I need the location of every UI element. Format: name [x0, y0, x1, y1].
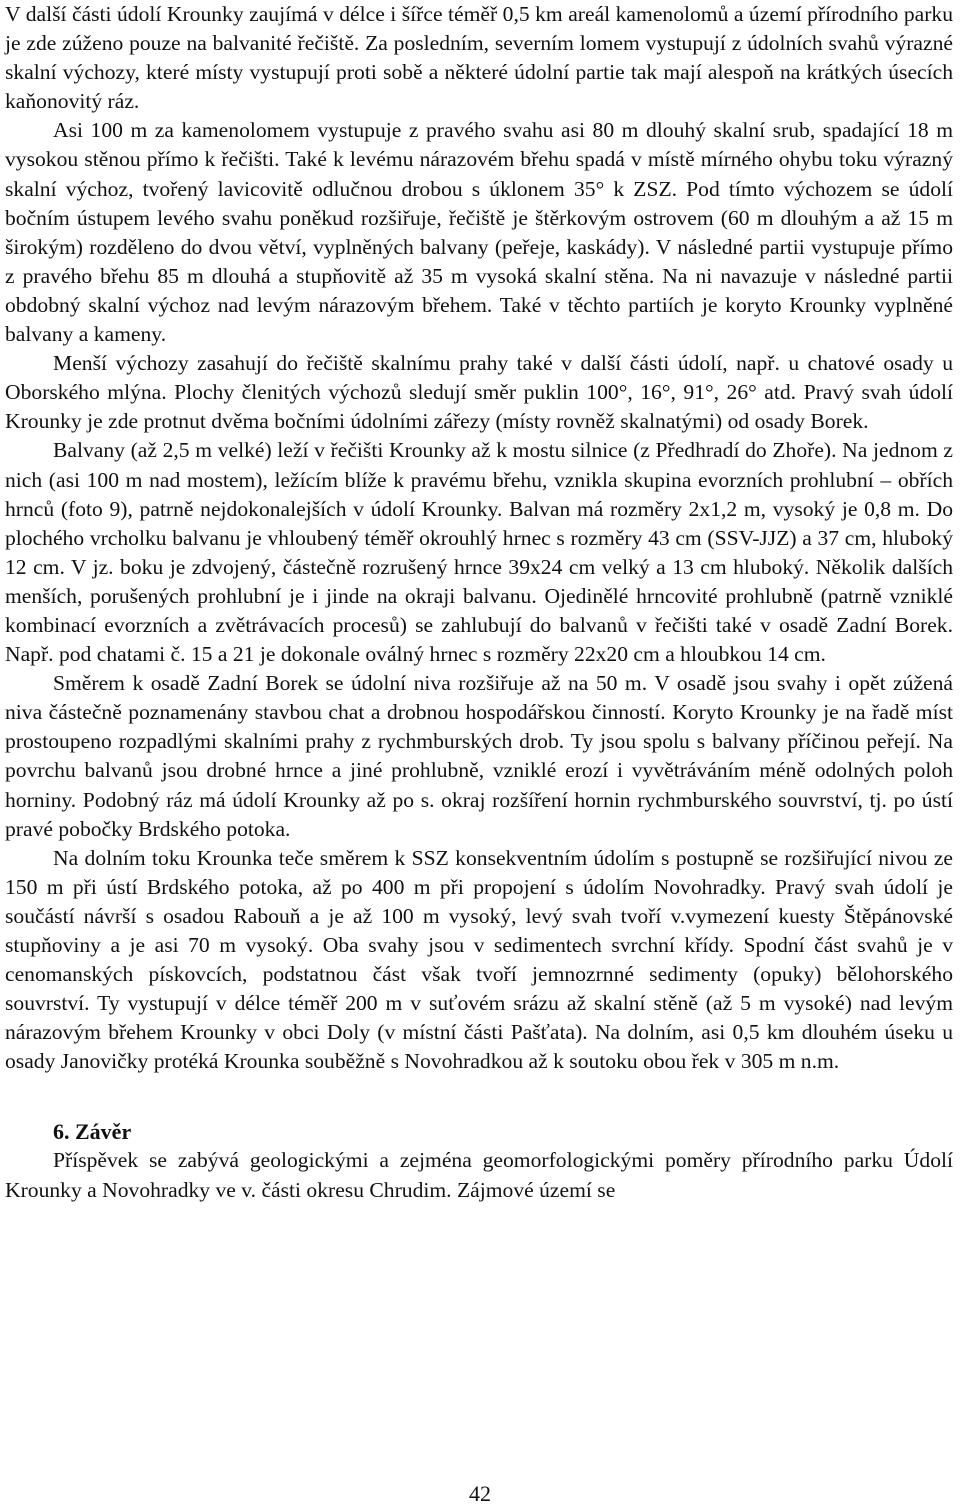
paragraph-dolni-tok: Na dolním toku Krounka teče směrem k SSZ konsekventním údolím s postupně se rozšiřující nivou ze 150 m při ústí Brdského potoka, až po 400 m při propojení s údolím Novohradky. Pravý svah údolí je součástí návrší s osadou Rabouň a je až 100 m vysoký, levý svah tvoří v.vymezení kuesty Štěpánovské stupňoviny a je asi 70 m vysoký. Oba svahy jsou v sedimentech svrchní křídy. Spodní část svahů je v cenomanských pískovcích, podstatnou část však tvoří jemnozrnné sedimenty (opuky) bělohorského souvrství. Ty vystupují v délce téměř 200 m v suťovém srázu až skalní stěně (až 5 m vysoké) nad levým nárazovým břehem Krounky v obci Doly (v místní části Pašťata). Na dolním, asi 0,5 km dlouhém úseku u osady Janovičky protéká Krounka souběžně s Novohradkou až k soutoku obou řek v 305 m n.m.	[5, 845, 953, 1074]
paragraph-skalni-srub: Asi 100 m za kamenolomem vystupuje z pravého svahu asi 80 m dlouhý skalní srub, spadající 18 m vysokou stěnou přímo k řečišti. Také k levému nárazovém břehu spadá v místě mírného ohybu toku výrazný skalní výchoz, tvořený lavicovitě odlučnou drobou s úklonem 35° k ZSZ. Pod tímto výchozem se údolí bočním ústupem levého svahu poněkud rozšiřuje, řečiště je štěrkovým ostrovem (60 m dlouhým a až 15 m širokým) rozděleno do dvou větví, vyplněných balvany (peřeje, kaskády). V následné partii vystupuje přímo z pravého břehu 85 m dlouhá a stupňovitě až 35 m vysoká skalní stěna. Na ni navazuje v následné partii obdobný skalní výchoz nad levým nárazovým břehem. Také v těchto partiích je koryto Krounky vyplněné balvany a kameny.	[5, 118, 953, 347]
paragraph-balvany: Balvany (až 2,5 m velké) leží v řečišti Krounky až k mostu silnice (z Předhradí do Zhoře). Na jednom z nich (asi 100 m nad mostem), ležícím blíže k pravému břehu, vznikla skupina evorzních prohlubní – obřích hrnců (foto 9), patrně nejdokonalejších v údolí Krounky. Balvan má rozměry 2x1,2 m, vysoký je 0,8 m. Do plochého vrcholku balvanu je vhloubený téměř okrouhlý hrnec s rozměry 43 cm (SSV-JJZ) a 37 cm, hluboký 12 cm. V jz. boku je zdvojený, částečně rozrušený hrnce 39x24 cm velký a 13 cm hluboký. Několik dalších menších, porušených prohlubní je i jinde na okraji balvanu. Ojedinělé hrncovité prohlubně (patrně vzniklé kombinací evorzních a zvětrávacích procesů) se zahlubují do balvanů v řečišti také v osadě Zadní Borek. Např. pod chatami č. 15 a 21 je dokonale oválný hrnec s rozměry 22x20 cm a hloubkou 14 cm.	[5, 438, 953, 667]
page-number: 42	[469, 1481, 491, 1506]
paragraph-zadni-borek: Směrem k osadě Zadní Borek se údolní niva rozšiřuje až na 50 m. V osadě jsou svahy i opět zúžená niva částečně poznamenány stavbou chat a drobnou hospodářskou činností. Koryto Krounky je na řadě míst prostoupeno rozpadlými skalními prahy z rychmburských drob. Ty jsou spolu s balvany příčinou peřejí. Na povrchu balvanů jsou drobné hrnce a jiné prohlubně, vzniklé erozí i vyvětráváním méně odolných poloh horniny. Podobný ráz má údolí Krounky až po s. okraj rozšíření hornin rychmburského souvrství, tj. po ústí pravé pobočky Brdského potoka.	[5, 671, 953, 841]
section-number: 6.	[53, 1119, 70, 1145]
paragraph-zaver: Příspěvek se zabývá geologickými a zejména geomorfologickými poměry přírodního parku Údolí Krounky a Novohradky ve v. části okresu Chrudim. Zájmové území se	[5, 1148, 953, 1202]
section-heading	[53, 1117, 953, 1146]
paragraph-kamenolomy: V další části údolí Krounky zaujímá v délce i šířce téměř 0,5 km areál kamenolomů a území přírodního parku je zde zúženo pouze na balvanité řečiště. Za posledním, severním lomem vystupují z údolních svahů výrazné skalní výchozy, které místy vystupují proti sobě a některé údolní partie tak mají alespoň na krátkých úsecích kaňonovitý ráz.	[5, 2, 953, 114]
document-page	[5, 0, 953, 1205]
paragraph-mensi-vychozy: Menší výchozy zasahují do řečiště skalnímu prahy také v další části údolí, např. u chatové osady u Oborského mlýna. Plochy členitých výchozů sledují směr puklin 100°, 16°, 91°, 26° atd. Pravý svah údolí Krounky je zde protnut dvěma bočními údolními zářezy (místy rovněž skalnatými) od osady Borek.	[5, 351, 953, 434]
section-title: Závěr	[75, 1119, 132, 1145]
